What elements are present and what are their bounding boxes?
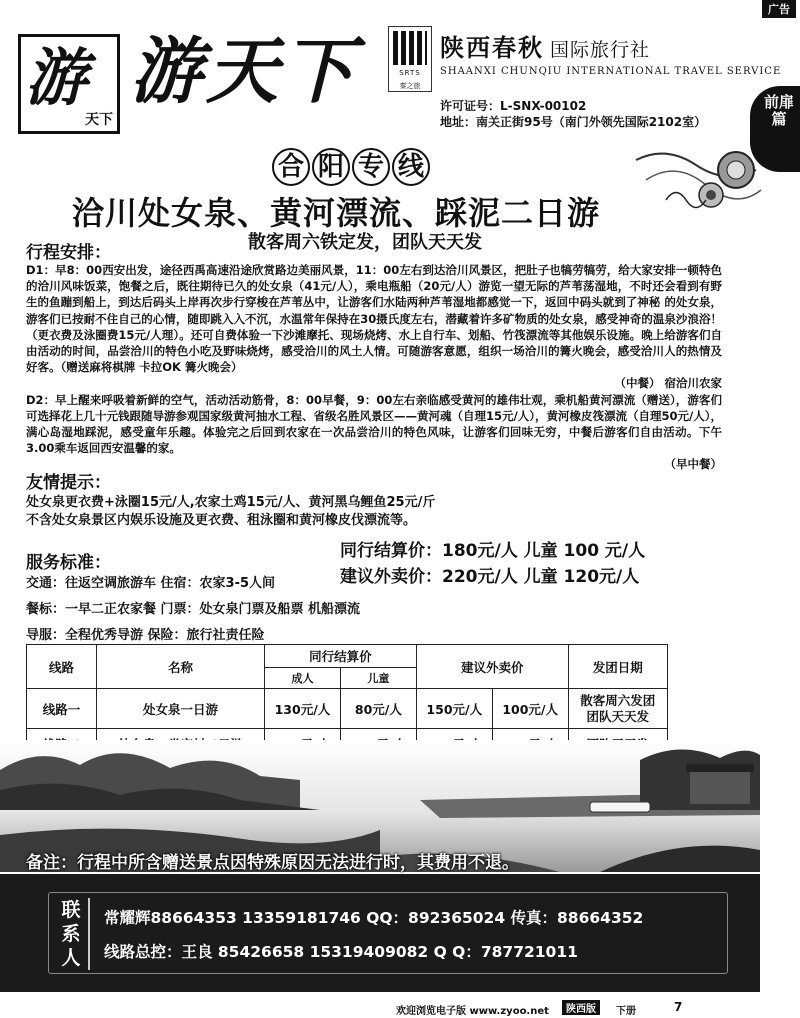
- route-badge-char: 阳: [312, 148, 350, 186]
- itinerary-day-1-meal: （中餐） 宿洽川农家: [614, 376, 722, 391]
- price-block: [340, 538, 645, 590]
- service-meals: 餐标：一早二正农家餐 门票：处女泉门票及船票 机船漂流: [26, 602, 361, 617]
- table-header: 线路: [27, 645, 97, 689]
- company-block: [388, 26, 782, 96]
- company-name: 陕西春秋 国际旅行社: [440, 33, 651, 62]
- company-name-english: SHAANXI CHUNQIU INTERNATIONAL TRAVEL SERVICE: [440, 66, 782, 77]
- tips-body: [26, 494, 435, 530]
- brand-title: 游天下: [130, 28, 359, 113]
- side-tab-section[interactable]: 前扉篇: [750, 86, 800, 172]
- table-header: 发团日期: [568, 645, 667, 689]
- tips-title: 友情提示：: [26, 473, 111, 493]
- logo-text: 游: [25, 41, 88, 114]
- footer-volume: 下册: [616, 1006, 636, 1017]
- contact-line-primary: 常耀辉88664353 13359181746 QQ：892365024 传真：88664352: [104, 909, 644, 927]
- logo-mark-sub: 秦之旅: [399, 82, 421, 90]
- itinerary-day-1: D1：早8：00西安出发，途径西禹高速沿途欣赏路边美丽风景，11：00左右到达洽川风景区，把肚子也犒劳犒劳，给大家安排一顿特色的洽川风味饭菜，饱餐之后，既往期待已久的处女泉（41元/人），乘电瓶船（20元/人）游览一望无际的芦苇荡湿地，不时还会看到有野生的鱼蹦到船上，到达后码头上岸再次步行穿梭在芦苇丛中，让游客们水陆两种芦苇湿地都感觉一下，返回中码头就到了神秘 的处女泉，游客们已按耐不住自己的心情，随即跳入入不沉，水温常年保持在30摄氏度左右，潜藏着许多矿物质的处女泉，感受神奇的温泉沙浪浴！（更衣费及泳圈费15元/人理）。还可自费体验一下沙滩摩托、现场烧烤、水上自行车、划船、竹筏漂流等其他娱乐设施。晚上给游客们自由活动的时间，品尝洽川的特色小吃及野味烧烤，感受洽川的风土人情。可随游客意愿，组织一场洽川的篝火晚会，感受洽川人的热情及好客。（赠送麻将棋牌 卡拉OK 篝火晚会） （中餐） 宿洽川农家: [26, 263, 722, 391]
- tips-line: 不含处女泉景区内娱乐设施及更衣费、租泳圈和黄河橡皮伐漂流等。: [26, 513, 417, 528]
- table-cell: 80元/人: [340, 689, 416, 729]
- itinerary-day-2-meal: （早中餐）: [664, 457, 722, 472]
- company-suffix: 国际旅行社: [550, 39, 651, 61]
- peer-price: 同行结算价：180元/人 儿童 100 元/人: [340, 541, 646, 561]
- license-number: 许可证号：L-SNX-00102: [440, 99, 587, 113]
- table-cell: 130元/人: [265, 689, 341, 729]
- table-header: 同行结算价: [265, 645, 417, 668]
- table-header: 建议外卖价: [416, 645, 568, 689]
- contact-label: 联系人: [54, 898, 90, 970]
- footer-website[interactable]: 欢迎浏览电子版 www.zyoo.net: [396, 1006, 549, 1017]
- table-row: [27, 689, 668, 729]
- table-header: 名称: [97, 645, 265, 689]
- itinerary-day-2: D2：早上醒来呼吸着新鲜的空气，活动活动筋骨，8：00早餐，9：00左右亲临感受黄河的雄伟壮观，乘机船黄河漂流（赠送），游客们可选择花上几十元钱跟随导游参观国家级黄河抽水工程、省级名胜风景区——黄河魂（自理15元/人），黄河橡皮筏漂流（自理50元/人），满心岛湿地踩泥，感受童年乐趣。体验完之后回到农家在一次品尝洽川的特色风味，让游客们回味无穷，中餐后游客们自由活动。下午3.00乘车返回西安温馨的家。 （早中餐）: [26, 392, 722, 472]
- ad-tag: 广告: [762, 0, 796, 18]
- logo-mark-text: SRTS: [399, 69, 421, 77]
- footer-page-number: 7: [674, 1000, 683, 1014]
- table-header: 儿童: [340, 668, 416, 689]
- route-badge-char: 线: [392, 148, 430, 186]
- table-cell: 线路一: [27, 689, 97, 729]
- subheadline: 散客周六铁定发，团队天天发: [248, 232, 482, 253]
- company-logo-icon: [388, 26, 432, 92]
- itinerary-body: [26, 262, 722, 473]
- table-cell: 处女泉一日游: [97, 689, 265, 729]
- tips-line: 处女泉更衣费+泳圈15元/人,农家土鸡15元/人、黄河黑乌鲤鱼25元/斤: [26, 495, 436, 510]
- brand-logo: [18, 34, 120, 134]
- remark-note: 备注：行程中所含赠送景点因特殊原因无法进行时，其费用不退。: [26, 853, 519, 873]
- table-header: 成人: [265, 668, 341, 689]
- contact-line-route-control: 线路总控：王良 85426658 15319409082 Q Q：787721011: [104, 943, 578, 961]
- service-guide: 导服：全程优秀导游 保险：旅行社责任险: [26, 628, 265, 643]
- page-footer: [0, 998, 800, 1018]
- route-badge-char: 合: [272, 148, 310, 186]
- route-badge: [272, 148, 432, 186]
- contact-section: [0, 874, 760, 992]
- license-block: [440, 98, 706, 130]
- logo-sub: 天下: [85, 112, 113, 128]
- service-transport: 交通：往返空调旅游车 住宿：农家3-5人间: [26, 576, 276, 591]
- footer-edition-badge: 陕西版: [562, 1000, 600, 1015]
- route-badge-char: 专: [352, 148, 390, 186]
- headline: 洽川处女泉、黄河漂流、踩泥二日游: [72, 194, 601, 232]
- services-title: 服务标准：: [26, 553, 111, 573]
- company-address: 地址：南关正街95号（南门外领先国际2102室）: [440, 115, 707, 129]
- decorative-swirl-icon: [626, 140, 766, 230]
- itinerary-title: 行程安排：: [26, 243, 111, 263]
- table-cell: 150元/人: [416, 689, 492, 729]
- retail-price: 建议外卖价：220元/人 儿童 120元/人: [340, 567, 640, 587]
- table-cell: 100元/人: [492, 689, 568, 729]
- table-cell: 散客周六发团 团队天天发: [568, 689, 667, 729]
